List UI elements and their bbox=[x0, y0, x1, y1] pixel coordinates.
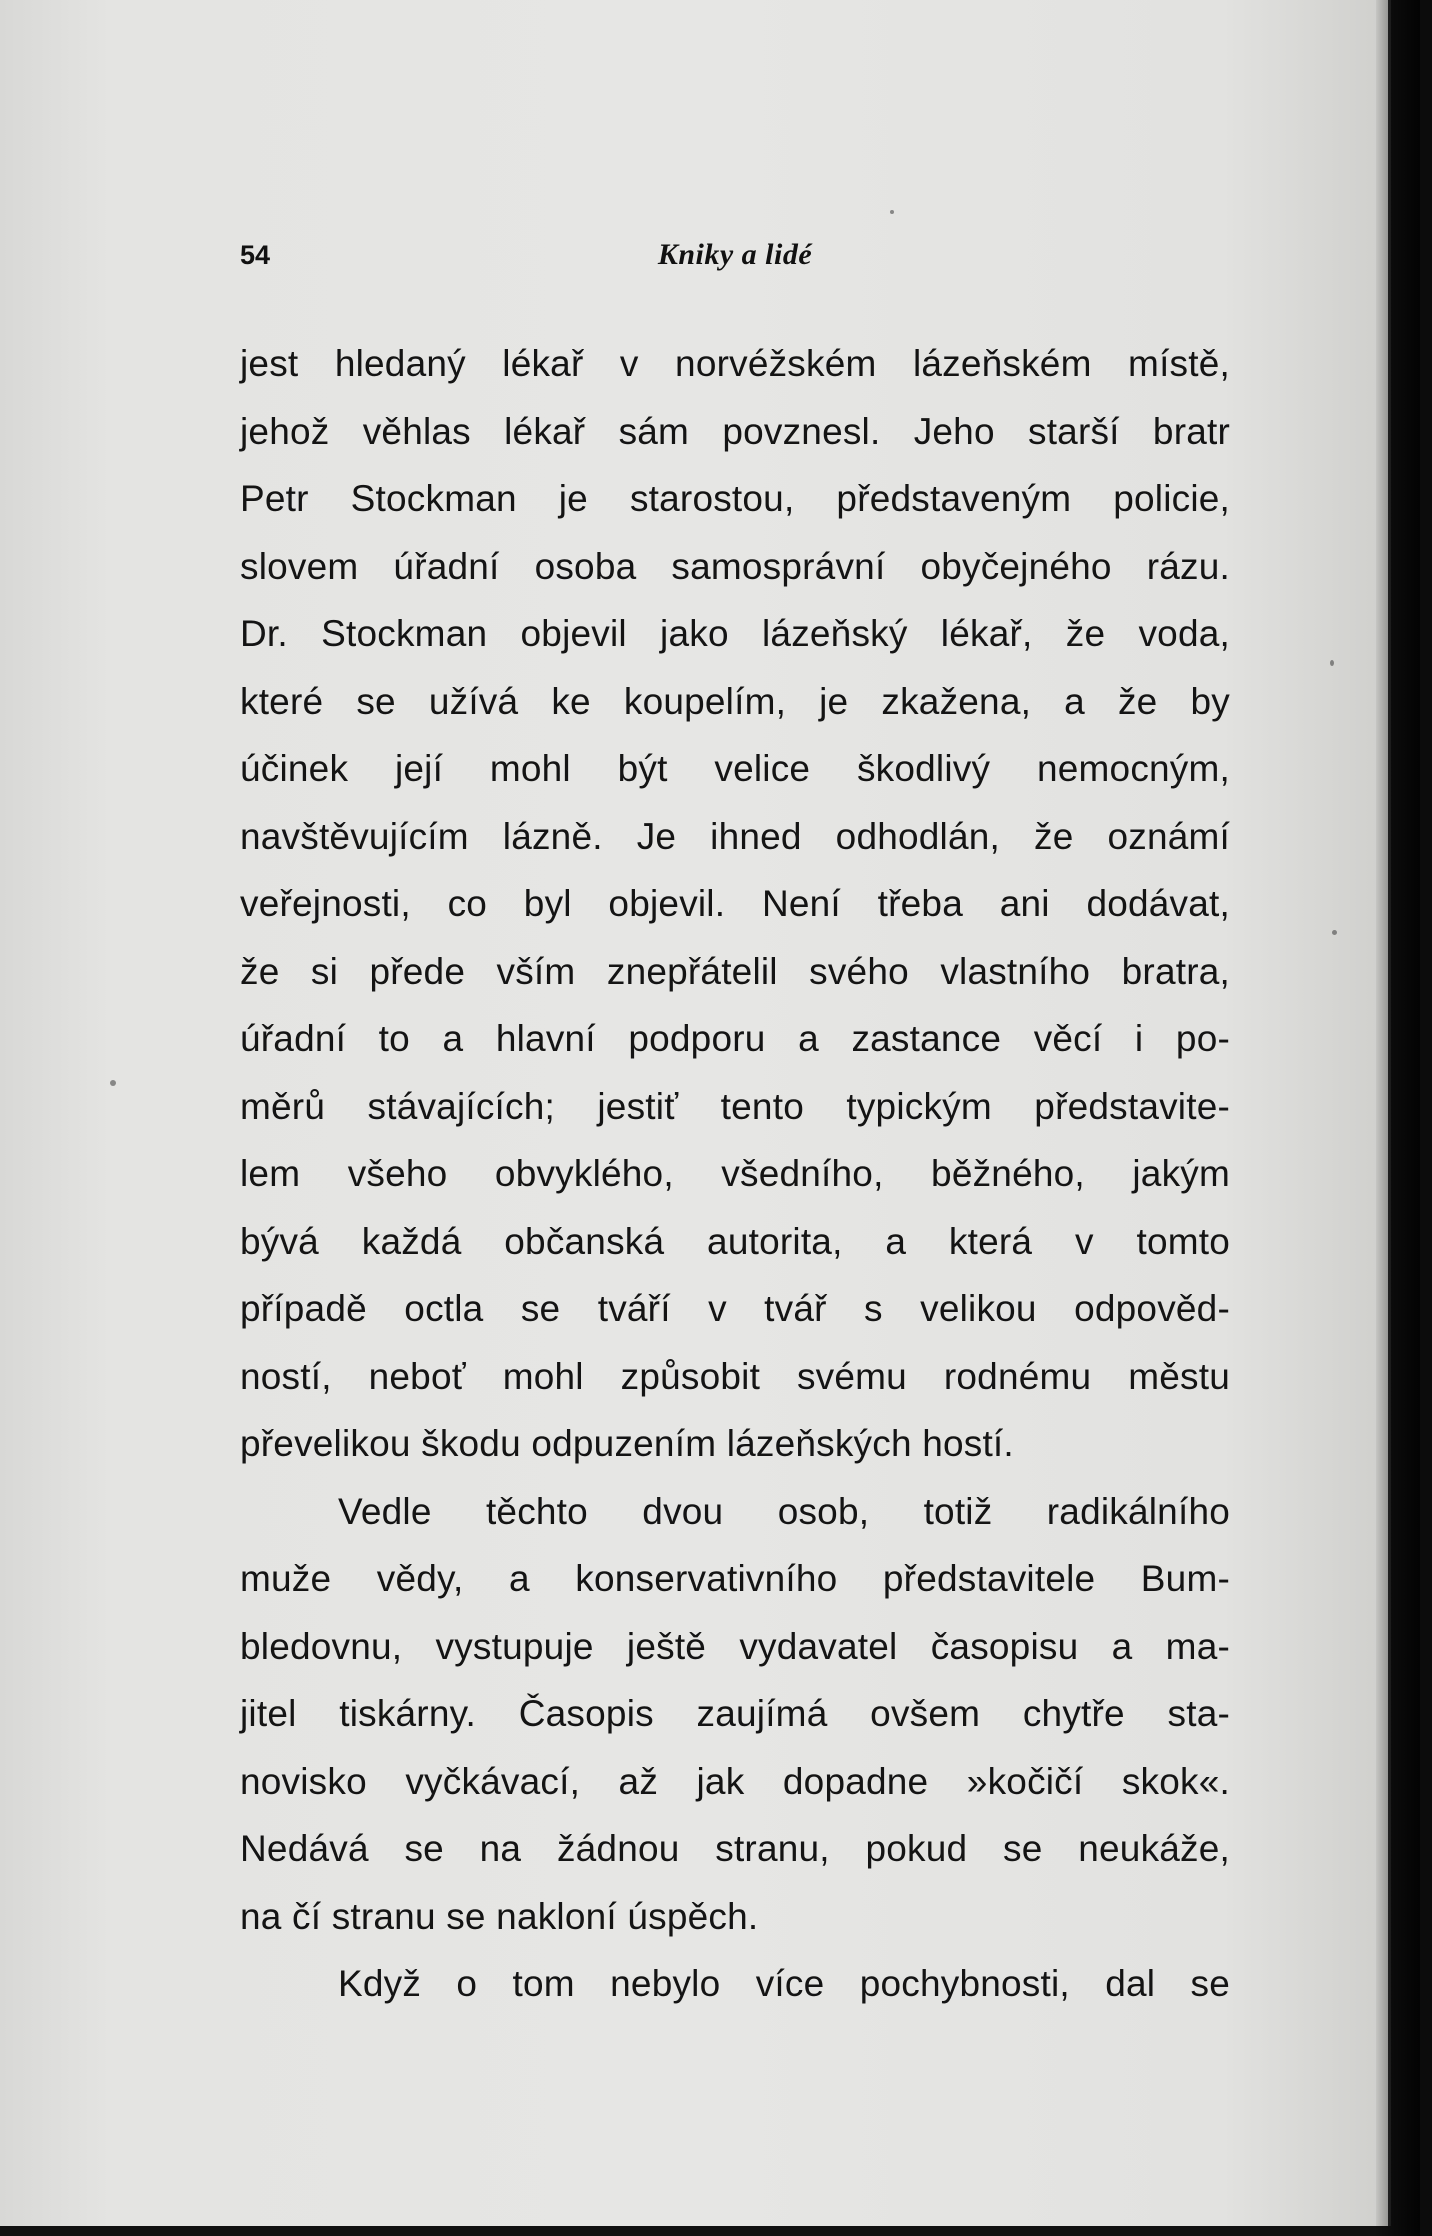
text-line: slovem úřadní osoba samosprávní obyčejného rázu. bbox=[240, 545, 1230, 587]
text-line: Petr Stockman je starostou, představeným policie, bbox=[240, 478, 1230, 519]
text-line: Nedává se na žádnou stranu, pokud se neukáže, bbox=[240, 1828, 1230, 1869]
text-line: jehož věhlas lékař sám povznesl. Jeho starší bratr bbox=[240, 410, 1230, 452]
text-line: bývá každá občanská autorita, a která v tomto bbox=[240, 1220, 1230, 1262]
text-line: Dr. Stockman objevil jako lázeňský lékař, že voda, bbox=[240, 613, 1230, 654]
text-line: že si předе vším znepřátelil svého vlastního bratra, bbox=[240, 950, 1230, 992]
text-line: muže vědy, a konservativního představitele Bum- bbox=[240, 1558, 1230, 1599]
text-line: převelikou škodu odpuzením lázeňských hostí. bbox=[240, 1423, 1014, 1464]
text-line: účinek její mohl být velice škodlivý nemocným, bbox=[240, 748, 1230, 789]
text-line: ností, neboť mohl způsobit svému rodnému městu bbox=[240, 1355, 1230, 1397]
text-line: jitel tiskárny. Časopis zaujímá ovšem chytře sta- bbox=[240, 1693, 1230, 1734]
text-line: navštěvujícím lázně. Je ihned odhodlán, že oznámí bbox=[240, 815, 1230, 857]
text-line: novisko vyčkávací, až jak dopadne »kočičí skok«. bbox=[240, 1760, 1230, 1802]
text-line: veřejnosti, co byl objevil. Není třeba ani dodávat, bbox=[240, 883, 1230, 924]
text-line: Když o tom nebylo více pochybnosti, dal se bbox=[338, 1963, 1230, 2004]
scan-speck bbox=[110, 1080, 116, 1086]
text-line: Vedle těchto dvou osob, totiž radikálního bbox=[338, 1490, 1230, 1532]
scan-speck bbox=[1330, 660, 1334, 666]
text-line: bledovnu, vystupuje ještě vydavatel časopisu a ma- bbox=[240, 1625, 1230, 1667]
text-line: měrů stávajících; jestiť tento typickým představite- bbox=[240, 1085, 1230, 1127]
scan-speck bbox=[1332, 930, 1337, 935]
page-header bbox=[240, 240, 1230, 280]
text-line: případě octla se tváří v tvář s velikou odpověd- bbox=[240, 1288, 1230, 1329]
page-number: 54 bbox=[240, 240, 271, 270]
text-line: lem všeho obvyklého, všedního, běžného, jakým bbox=[240, 1153, 1230, 1194]
page-edge-shadow bbox=[1376, 0, 1420, 2236]
text-line: úřadní to a hlavní podporu a zastance věcí i po- bbox=[240, 1018, 1230, 1059]
body-text bbox=[240, 330, 1230, 2018]
text-line: které se užívá ke koupelím, je zkažena, a že by bbox=[240, 680, 1230, 722]
running-title: Kniky a lidé bbox=[657, 238, 813, 271]
text-line: jest hledaný lékař v norvéžském lázeňském místě, bbox=[240, 343, 1230, 384]
scan-speck bbox=[890, 210, 894, 214]
text-line: na čí stranu se nakloní úspěch. bbox=[240, 1895, 759, 1937]
